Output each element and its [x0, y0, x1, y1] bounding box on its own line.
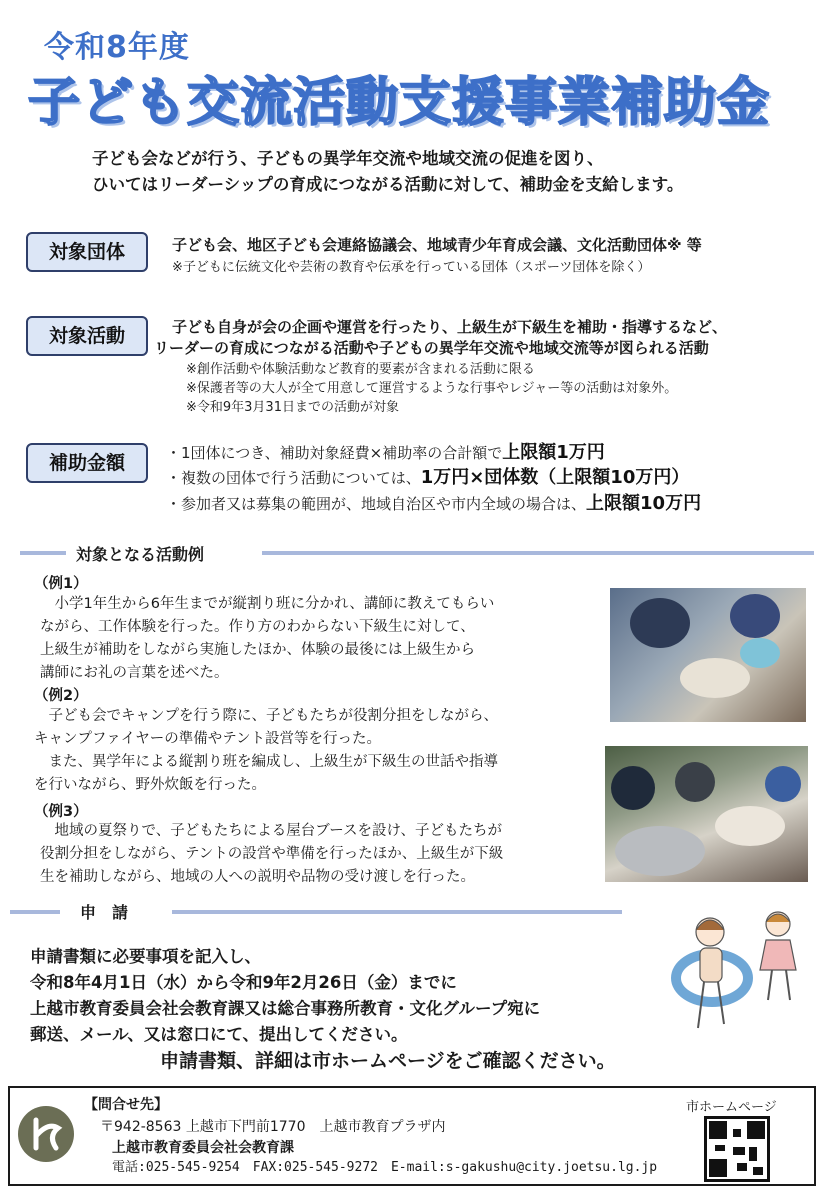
example-line: 生を補助しながら、地域の人への説明や品物の受け渡しを行った。 [40, 869, 475, 885]
target-activity-tag: 対象活動 [26, 316, 148, 356]
example-2-body [34, 705, 498, 797]
intro-text [92, 146, 683, 198]
fiscal-year-label: 令和8年度 [44, 30, 190, 65]
intro-line: 子ども会などが行う、子どもの異学年交流や地域交流の促進を図り、 [92, 149, 604, 168]
example-line: また、異学年による縦割り班を編成し、上級生が下級生の世話や指導 [34, 754, 498, 770]
subsidy-text: ・1団体につき、補助対象経費×補助率の合計額で [166, 444, 503, 462]
subsidy-line [166, 438, 605, 464]
application-line: 令和8年4月1日（水）から令和9年2月26日（金）までに [30, 973, 457, 992]
example-1-heading: （例1） [34, 576, 88, 592]
example-2-heading: （例2） [34, 688, 88, 704]
example-line: 地域の夏祭りで、子どもたちによる屋台ブースを設け、子どもたちが [40, 823, 502, 839]
example-1-body [40, 593, 494, 685]
target-activity-main: リーダーの育成につながる活動や子どもの異学年交流や地域交流等が図られる活動 [154, 339, 709, 357]
subsidy-line [166, 489, 701, 515]
example-line: キャンプファイヤーの準備やテント設営等を行った。 [34, 731, 381, 747]
examples-section-title: 対象となる活動例 [76, 545, 205, 564]
application-line: 上越市教育委員会社会教育課又は総合事務所教育・文化グループ宛に [30, 999, 541, 1018]
target-activity-note: ※保護者等の大人が全て用意して運営するような行事やレジャー等の活動は対象外。 [186, 381, 678, 396]
homepage-qr-label: 市ホームページ [686, 1100, 777, 1115]
example-line: 子ども会でキャンプを行う際に、子どもたちが役割分担をしながら、 [34, 708, 498, 724]
subsidy-text: ・参加者又は募集の範囲が、地域自治区や市内全域の場合は、 [166, 495, 587, 513]
contact-office: 上越市教育委員会社会教育課 [112, 1140, 294, 1156]
intro-line: ひいてはリーダーシップの育成につながる活動に対して、補助金を支給します。 [92, 175, 684, 194]
subsidy-line [166, 463, 689, 489]
subsidy-amount-tag: 補助金額 [26, 443, 148, 483]
application-section-title: 申 請 [80, 903, 129, 922]
example-line: 小学1年生から6年生までが縦割り班に分かれ、講師に教えてもらい [40, 596, 495, 612]
section-divider [20, 551, 66, 555]
example-line: を行いながら、野外炊飯を行った。 [34, 777, 266, 793]
subsidy-limit: 上限額1万円 [502, 442, 605, 463]
example-line: 役割分担をしながら、テントの設営や準備を行ったほか、上級生が下級 [40, 846, 504, 862]
children-swim-ring-illustration [640, 900, 820, 1040]
target-activity-note: ※令和9年3月31日までの活動が対象 [186, 400, 399, 415]
subsidy-limit: 1万円×団体数（上限額10万円） [420, 467, 690, 488]
example-line: 上級生が補助をしながら実施したほか、体験の最後には上級生から [40, 642, 475, 658]
target-group-main: 子ども会、地区子ども会連絡協議会、地域青少年育成会議、文化活動団体※ 等 [172, 236, 702, 254]
cooking-activity-photo [605, 746, 808, 882]
section-divider [262, 551, 814, 555]
subsidy-limit: 上限額10万円 [586, 493, 702, 514]
homepage-notice: 申請書類、詳細は市ホームページをご確認ください。 [160, 1050, 616, 1072]
contact-label: 【問合せ先】 [84, 1097, 168, 1113]
page-title: 子ども交流活動支援事業補助金 [28, 73, 771, 133]
section-divider [10, 910, 60, 914]
craft-activity-photo [610, 588, 806, 722]
target-group-tag: 対象団体 [26, 232, 148, 272]
example-line: ながら、工作体験を行った。作り方のわからない下級生に対して、 [40, 619, 475, 635]
application-instructions [30, 944, 540, 1048]
subsidy-text: ・複数の団体で行う活動については、 [166, 469, 421, 487]
example-line: 講師にお礼の言葉を述べた。 [40, 665, 229, 681]
contact-address: 〒942-8563 上越市下門前1770 上越市教育プラザ内 [100, 1119, 446, 1135]
example-3-body [40, 820, 503, 889]
application-line: 申請書類に必要事項を記入し、 [30, 947, 261, 966]
target-activity-note: ※創作活動や体験活動など教育的要素が含まれる活動に限る [186, 362, 535, 377]
application-line: 郵送、メール、又は窓口にて、提出してください。 [30, 1025, 408, 1044]
contact-phone-email: 電話:025-545-9254 FAX:025-545-9272 E-mail:s-gakushu@city.joetsu.lg.jp [112, 1160, 658, 1175]
city-logo-icon [18, 1106, 74, 1162]
homepage-qr-code[interactable] [704, 1116, 770, 1182]
target-group-note: ※子どもに伝統文化や芸術の教育や伝承を行っている団体（スポーツ団体を除く） [172, 260, 651, 275]
example-3-heading: （例3） [34, 804, 88, 820]
target-activity-main: 子ども自身が会の企画や運営を行ったり、上級生が下級生を補助・指導するなど、 [172, 318, 728, 336]
section-divider [172, 910, 622, 914]
